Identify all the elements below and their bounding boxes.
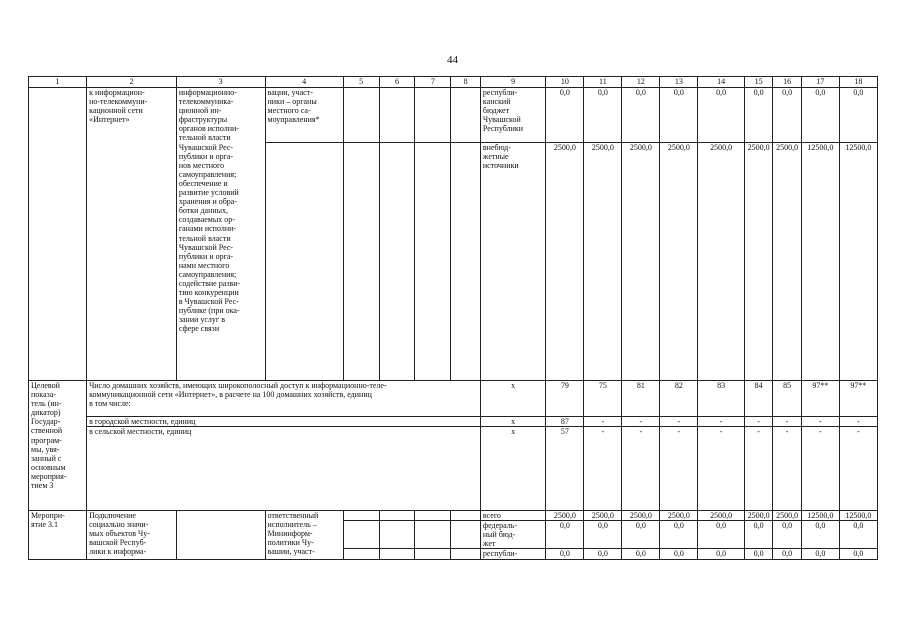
value-cell: 0,0: [546, 88, 584, 143]
column-number: 13: [660, 77, 698, 88]
value-cell: 0,0: [622, 521, 660, 549]
value-cell: 0,0: [660, 549, 698, 559]
empty-cell: [379, 511, 415, 521]
column-number: 5: [343, 77, 379, 88]
empty-cell: [343, 143, 379, 381]
empty-cell: [451, 521, 481, 549]
empty-cell: [29, 88, 87, 381]
unit-cell: х: [480, 381, 545, 417]
column-number: 10: [546, 77, 584, 88]
column-number: 7: [415, 77, 451, 88]
event-description: к информацион- но-телекоммуни- кационной сети «Интернет»: [87, 88, 177, 381]
empty-cell: [343, 549, 379, 559]
value-cell: 2500,0: [698, 511, 744, 521]
indicator-text: Число домашних хозяйств, имеющих широкополосный доступ к информационно-теле- коммуникационной сети «Интернет», в расчете на 100 домашних хозяйств, единиц в том числе:: [87, 381, 481, 417]
value-cell: 0,0: [698, 88, 744, 143]
value-cell: 0,0: [622, 549, 660, 559]
column-number-row: [29, 77, 878, 88]
value-cell: 0,0: [773, 521, 802, 549]
value-cell: -: [698, 417, 744, 427]
value-cell: 2500,0: [660, 143, 698, 381]
empty-cell: [415, 521, 451, 549]
page-number: 44: [447, 54, 458, 66]
value-cell: 0,0: [744, 88, 773, 143]
value-cell: -: [698, 427, 744, 511]
funding-source: внебюд- жетные источники: [480, 143, 545, 381]
value-cell: 0,0: [660, 521, 698, 549]
value-cell: 0,0: [584, 88, 622, 143]
value-cell: 0,0: [698, 549, 744, 559]
empty-cell: [415, 549, 451, 559]
column-number: 11: [584, 77, 622, 88]
measure-description: Подключение социально значи- мых объектов Чу- вашской Респуб- лики к информа-: [87, 511, 177, 559]
empty-cell: [343, 521, 379, 549]
empty-cell: [379, 88, 415, 143]
value-cell: -: [622, 427, 660, 511]
value-cell: 0,0: [801, 88, 839, 143]
column-number: 17: [801, 77, 839, 88]
table-row: [29, 427, 878, 511]
value-cell: 0,0: [546, 521, 584, 549]
value-cell: 0,0: [801, 549, 839, 559]
value-cell: 2500,0: [744, 511, 773, 521]
column-number: 1: [29, 77, 87, 88]
value-cell: 84: [744, 381, 773, 417]
empty-cell: [176, 511, 265, 559]
program-table: [28, 76, 878, 560]
value-cell: 12500,0: [839, 143, 877, 381]
value-cell: 2500,0: [773, 143, 802, 381]
column-number: 15: [744, 77, 773, 88]
value-cell: 2500,0: [622, 143, 660, 381]
value-cell: 87: [546, 417, 584, 427]
value-cell: 0,0: [698, 521, 744, 549]
value-cell: 81: [622, 381, 660, 417]
value-cell: 2500,0: [584, 143, 622, 381]
empty-cell: [415, 143, 451, 381]
empty-cell: [265, 143, 343, 381]
value-cell: 0,0: [839, 88, 877, 143]
funding-source: республи- канский бюджет Чувашской Республики: [480, 88, 545, 143]
empty-cell: [379, 143, 415, 381]
value-cell: 0,0: [801, 521, 839, 549]
column-number: 4: [265, 77, 343, 88]
column-number: 18: [839, 77, 877, 88]
value-cell: 12500,0: [839, 511, 877, 521]
funding-source: всего: [480, 511, 545, 521]
empty-cell: [379, 521, 415, 549]
value-cell: -: [744, 417, 773, 427]
value-cell: 57: [546, 427, 584, 511]
value-cell: 2500,0: [584, 511, 622, 521]
value-cell: 0,0: [839, 521, 877, 549]
value-cell: -: [744, 427, 773, 511]
value-cell: 2500,0: [546, 143, 584, 381]
value-cell: -: [584, 427, 622, 511]
table-row: [29, 381, 878, 417]
value-cell: 85: [773, 381, 802, 417]
value-cell: 0,0: [839, 549, 877, 559]
value-cell: 0,0: [546, 549, 584, 559]
value-cell: 0,0: [584, 549, 622, 559]
value-cell: -: [622, 417, 660, 427]
value-cell: 2500,0: [773, 511, 802, 521]
value-cell: 2500,0: [622, 511, 660, 521]
table-row: [29, 417, 878, 427]
empty-cell: [451, 143, 481, 381]
value-cell: -: [801, 427, 839, 511]
column-number: 14: [698, 77, 744, 88]
column-number: 12: [622, 77, 660, 88]
empty-cell: [451, 88, 481, 143]
measure-label: Меропри- ятие 3.1: [29, 511, 87, 559]
indicator-text: в городской местности, единиц: [87, 417, 481, 427]
value-cell: 12500,0: [801, 143, 839, 381]
indicator-label: Целевой показа- тель (ин- дикатор) Государ- ственной програм- мы, увя- занный с основным мероприя- тием 3: [29, 381, 87, 511]
value-cell: -: [839, 417, 877, 427]
value-cell: -: [773, 427, 802, 511]
value-cell: 0,0: [773, 549, 802, 559]
column-number: 9: [480, 77, 545, 88]
empty-cell: [415, 511, 451, 521]
value-cell: -: [584, 417, 622, 427]
value-cell: -: [801, 417, 839, 427]
value-cell: -: [773, 417, 802, 427]
indicator-text: в сельской местности, единиц: [87, 427, 481, 511]
unit-cell: х: [480, 417, 545, 427]
value-cell: -: [839, 427, 877, 511]
column-number: 16: [773, 77, 802, 88]
value-cell: 0,0: [584, 521, 622, 549]
event-participants: вации, участ- ники – органы местного са- моуправления*: [265, 88, 343, 143]
column-number: 3: [176, 77, 265, 88]
column-number: 2: [87, 77, 177, 88]
column-number: 6: [379, 77, 415, 88]
value-cell: 0,0: [660, 88, 698, 143]
unit-cell: х: [480, 427, 545, 511]
measure-responsible: ответственный исполнитель – Мининформ- политики Чу- вашии, участ-: [265, 511, 343, 559]
value-cell: 83: [698, 381, 744, 417]
value-cell: 2500,0: [698, 143, 744, 381]
value-cell: 97**: [801, 381, 839, 417]
value-cell: 2500,0: [660, 511, 698, 521]
empty-cell: [451, 549, 481, 559]
column-number: 8: [451, 77, 481, 88]
value-cell: 0,0: [773, 88, 802, 143]
event-goals: информационно- телекоммуника- ционной ин- фраструктуры органов исполни- тельной власти Чувашской Рес- публики и орга- нов местного самоуправления; обеспечение и развитие условий хранения и обра- ботки данных, создаваемых ор- ганами исполни- тельной власти Чувашской Рес- публики и орга- нами местного самоуправления; содействие разви- тию конкуренции в Чувашской Рес- публике (при ока- зании услуг в сфере связи: [176, 88, 265, 381]
value-cell: 97**: [839, 381, 877, 417]
empty-cell: [343, 511, 379, 521]
empty-cell: [415, 88, 451, 143]
value-cell: 79: [546, 381, 584, 417]
value-cell: 2500,0: [546, 511, 584, 521]
value-cell: 75: [584, 381, 622, 417]
value-cell: 0,0: [744, 549, 773, 559]
empty-cell: [451, 511, 481, 521]
funding-source: федераль- ный бюд- жет: [480, 521, 545, 549]
value-cell: 82: [660, 381, 698, 417]
value-cell: 12500,0: [801, 511, 839, 521]
value-cell: -: [660, 427, 698, 511]
value-cell: 0,0: [622, 88, 660, 143]
table-row: [29, 511, 878, 521]
value-cell: 2500,0: [744, 143, 773, 381]
empty-cell: [343, 88, 379, 143]
empty-cell: [379, 549, 415, 559]
value-cell: -: [660, 417, 698, 427]
funding-source: республи-: [480, 549, 545, 559]
value-cell: 0,0: [744, 521, 773, 549]
table-row: [29, 88, 878, 143]
